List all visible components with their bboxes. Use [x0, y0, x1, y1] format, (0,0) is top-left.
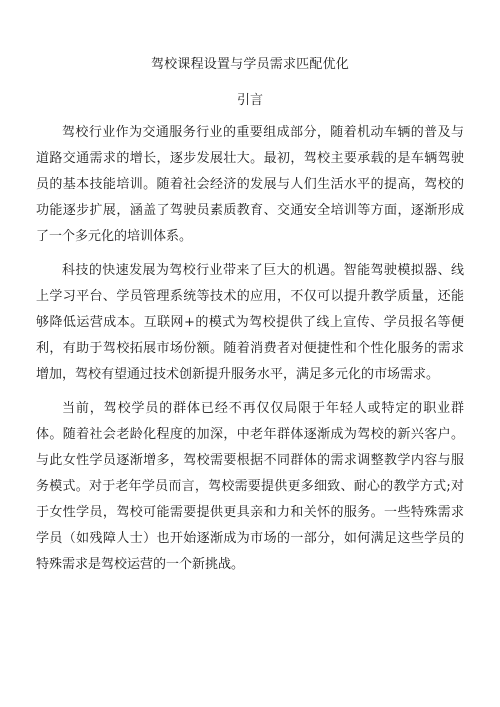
paragraph-industry-background: 驾校行业作为交通服务行业的重要组成部分，随着机动车辆的普及与道路交通需求的增长，逐步发展壮大。最初，驾校主要承载的是车辆驾驶员的基本技能培训。随着社会经济的发展与人们生活水平的提高，驾校的功能逐步扩展，涵盖了驾驶员素质教育、交通安全培训等方面，逐渐形成了一个多元化的培训体系。: [36, 125, 464, 244]
section-heading-introduction: 引言: [236, 93, 263, 108]
paragraph-technology-opportunity: 科技的快速发展为驾校行业带来了巨大的机遇。智能驾驶模拟器、线上学习平台、学员管理系统等技术的应用，不仅可以提升教学质量，还能够降低运营成本。互联网+的模式为驾校提供了线上宣传、学员报名等便利，有助于驾校拓展市场份额。随着消费者对便捷性和个性化服务的需求增加，驾校有望通过技术创新提升服务水平，满足多元化的市场需求。: [36, 263, 464, 382]
document-title: 驾校课程设置与学员需求匹配优化: [150, 57, 349, 72]
paragraph-student-diversity: 当前，驾校学员的群体已经不再仅仅局限于年轻人或特定的职业群体。随着社会老龄化程度的加深，中老年群体逐渐成为驾校的新兴客户。与此女性学员逐渐增多，驾校需要根据不同群体的需求调整教学内容与服务模式。对于老年学员而言，驾校需要提供更多细致、耐心的教学方式;对于女性学员，驾校可能需要提供更具亲和力和关怀的服务。一些特殊需求学员（如残障人士）也开始逐渐成为市场的一部分，如何满足这些学员的特殊需求是驾校运营的一个新挑战。: [36, 401, 464, 572]
